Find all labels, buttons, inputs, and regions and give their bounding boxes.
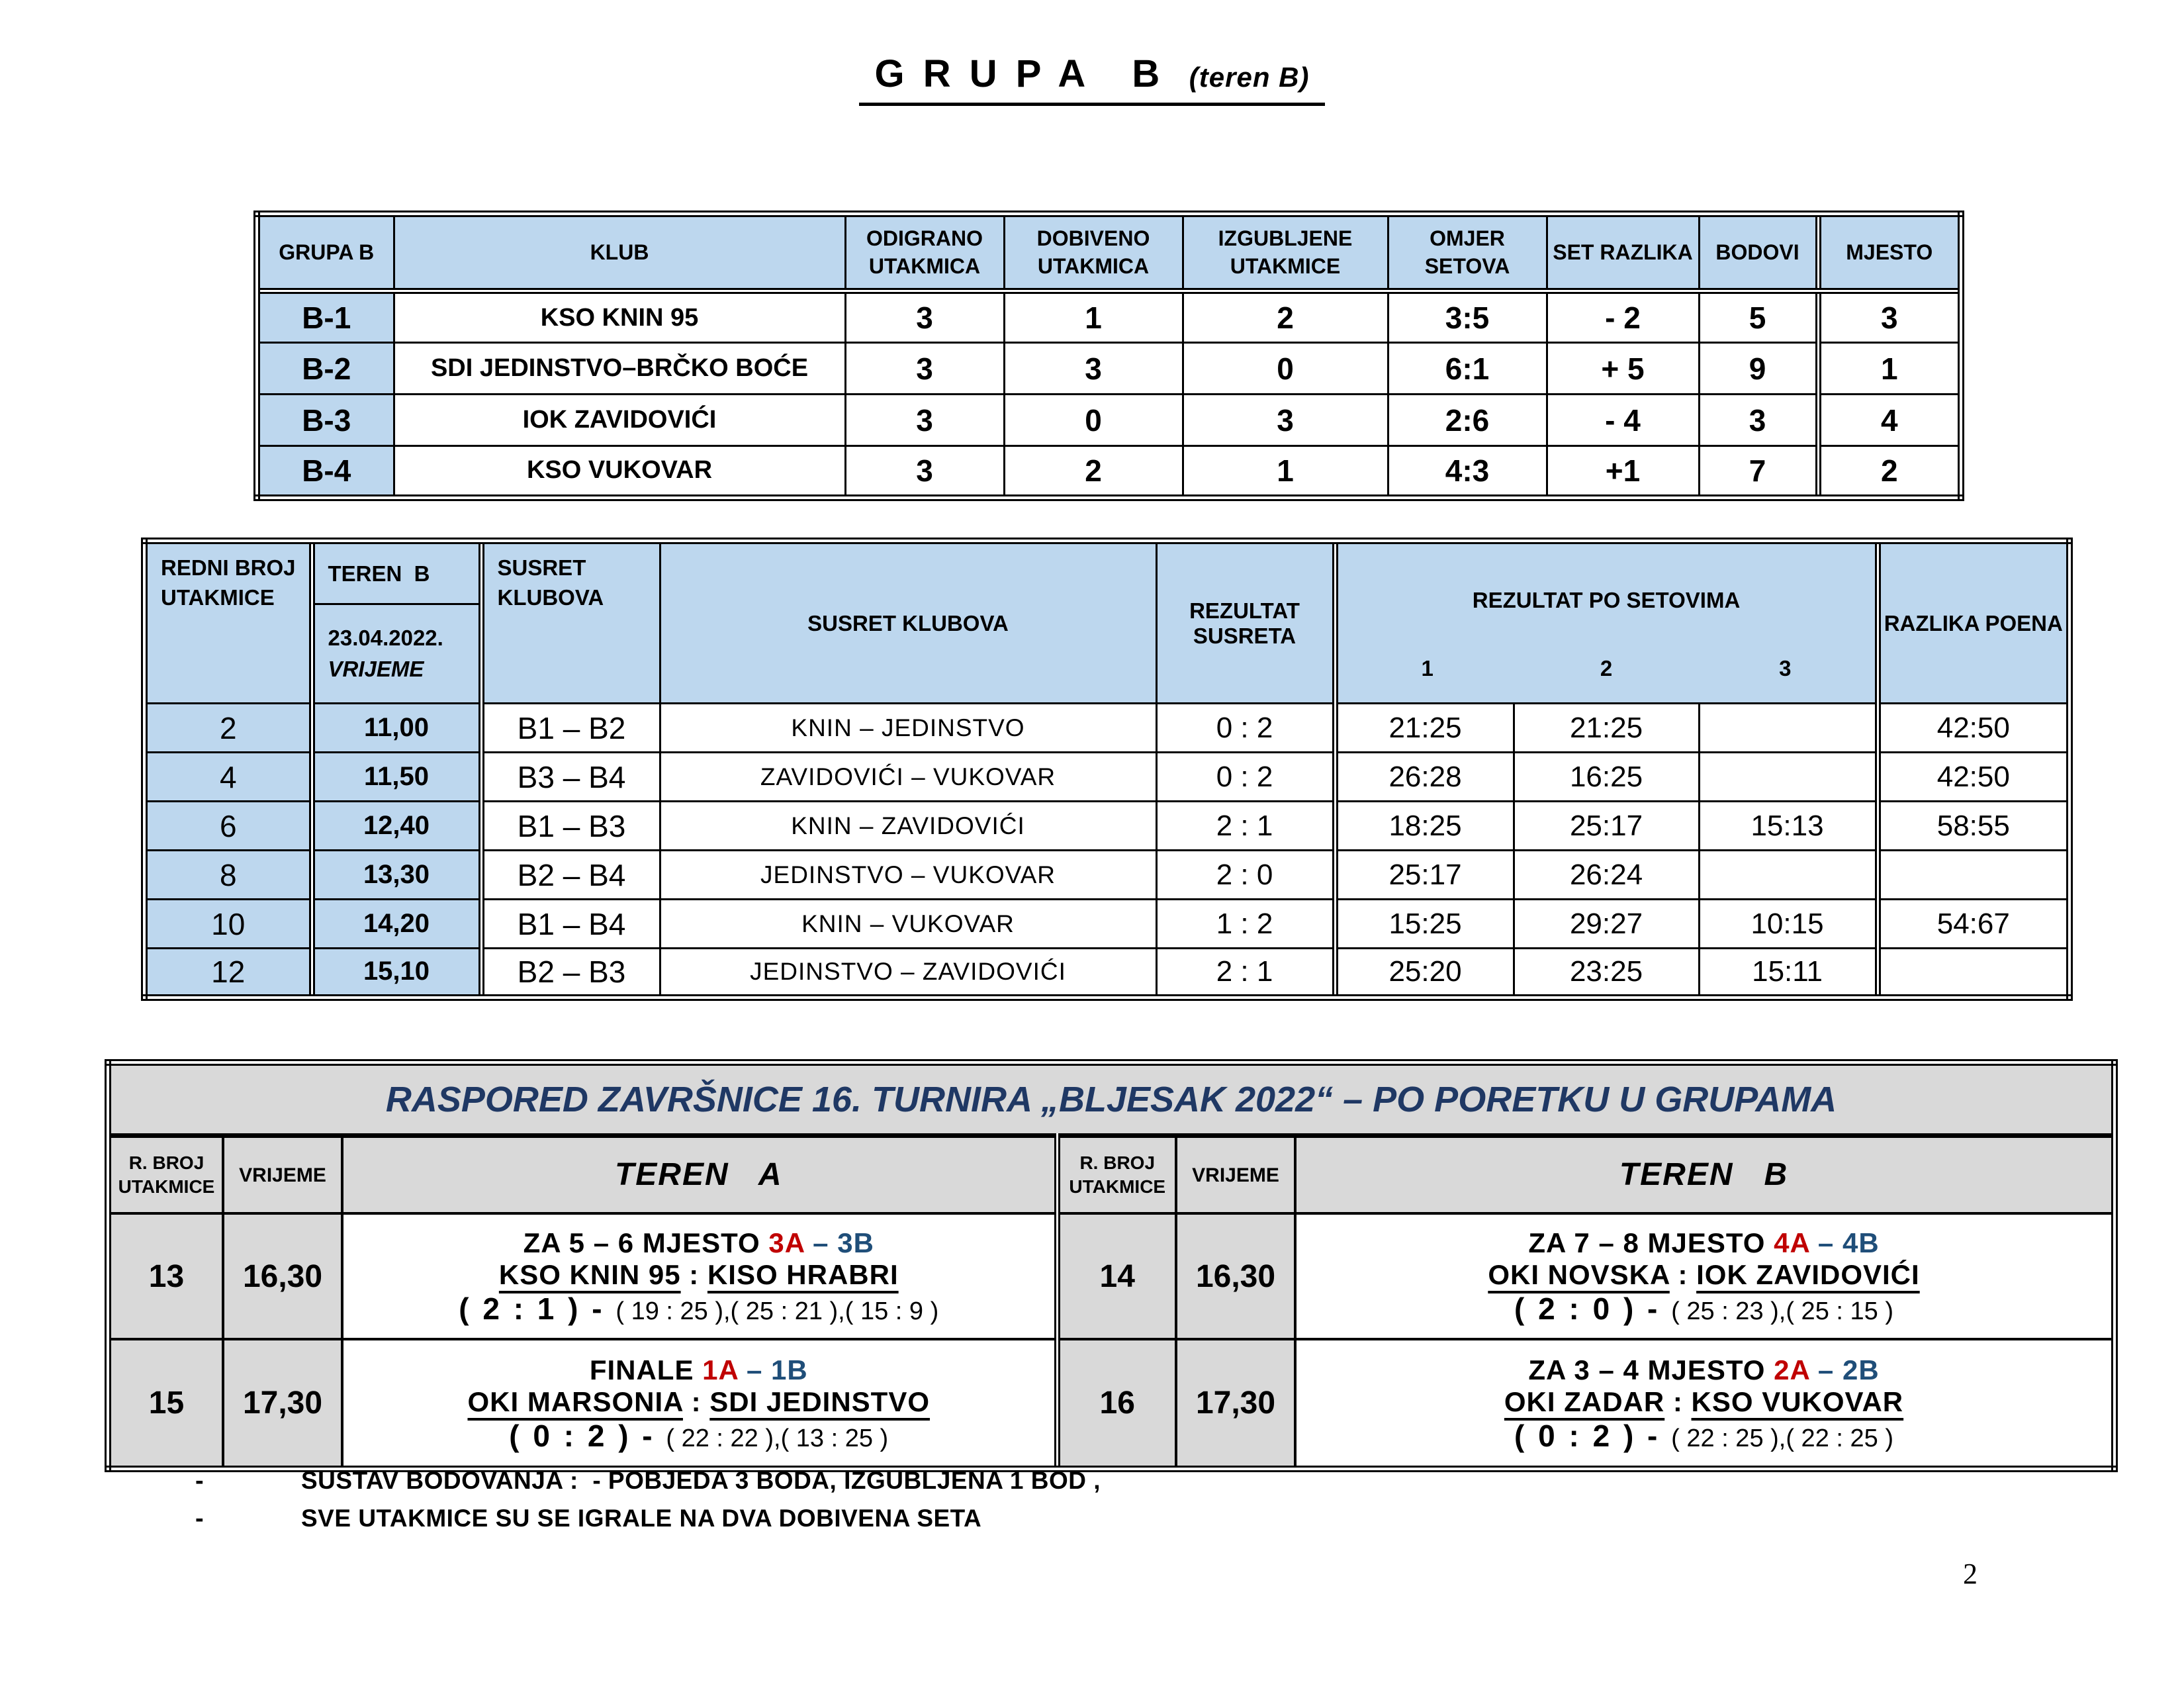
place: 2 bbox=[1818, 446, 1961, 498]
clubs-colon: : bbox=[1669, 1259, 1697, 1290]
placement-label: ZA 5 – 6 MJESTO bbox=[523, 1227, 769, 1258]
final-match-score-line bbox=[1303, 1418, 2105, 1454]
set-3-score: 15:11 bbox=[1699, 949, 1878, 998]
standings-header-row bbox=[257, 214, 1961, 291]
lost: 3 bbox=[1183, 395, 1388, 446]
match-time: 11,00 bbox=[312, 704, 481, 753]
set-diff: - 2 bbox=[1547, 291, 1699, 343]
list-item bbox=[0, 1505, 1456, 1533]
match-pair: B2 – B3 bbox=[481, 949, 660, 998]
match-sets: ( 19 : 25 ),( 25 : 21 ),( 15 : 9 ) bbox=[615, 1297, 939, 1325]
match-clubs: JEDINSTVO – VUKOVAR bbox=[660, 851, 1156, 900]
club-name: KSO VUKOVAR bbox=[1691, 1385, 1904, 1417]
final-match-no: 13 bbox=[108, 1213, 223, 1339]
set-3-score bbox=[1699, 753, 1878, 802]
table-row bbox=[108, 1339, 2115, 1469]
match-time: 11,50 bbox=[312, 753, 481, 802]
table-row bbox=[108, 1213, 2115, 1339]
match-no: 6 bbox=[144, 802, 312, 851]
set-1-score: 15:25 bbox=[1335, 900, 1514, 949]
final-match-clubs-line bbox=[1303, 1386, 2105, 1418]
placement-dash: – bbox=[804, 1227, 838, 1258]
header-time-a: VRIJEME bbox=[223, 1136, 342, 1214]
header-teren-b: TEREN B bbox=[1295, 1136, 2115, 1214]
final-match-time: 17,30 bbox=[223, 1339, 342, 1469]
standings-table bbox=[253, 211, 1964, 501]
match-clubs: ZAVIDOVIĆI – VUKOVAR bbox=[660, 753, 1156, 802]
placement-code-a: 4A bbox=[1774, 1227, 1810, 1258]
footer-notes bbox=[0, 1467, 1456, 1542]
match-result: 2 : 0 bbox=[1156, 851, 1335, 900]
set-2-label: 2 bbox=[1600, 656, 1613, 680]
set-1-score: 25:20 bbox=[1335, 949, 1514, 998]
match-pair: B2 – B4 bbox=[481, 851, 660, 900]
match-clubs: KNIN – JEDINSTVO bbox=[660, 704, 1156, 753]
club-name: SDI JEDINSTVO bbox=[709, 1385, 931, 1417]
final-match-teren-b bbox=[1295, 1339, 2115, 1469]
team-code: B-2 bbox=[257, 343, 394, 395]
match-time: 13,30 bbox=[312, 851, 481, 900]
final-match-score-line bbox=[1303, 1291, 2105, 1327]
list-item bbox=[0, 1467, 1456, 1495]
final-match-time: 17,30 bbox=[1176, 1339, 1295, 1469]
header-time-label: VRIJEME bbox=[328, 656, 424, 681]
set-ratio: 3:5 bbox=[1388, 291, 1547, 343]
header-time-b: VRIJEME bbox=[1176, 1136, 1295, 1214]
set-ratio: 4:3 bbox=[1388, 446, 1547, 498]
points-diff bbox=[1878, 851, 2070, 900]
points-diff: 42:50 bbox=[1878, 704, 2070, 753]
points: 5 bbox=[1699, 291, 1818, 343]
match-time: 14,20 bbox=[312, 900, 481, 949]
page-title-underline bbox=[859, 52, 1326, 106]
set-1-score: 25:17 bbox=[1335, 851, 1514, 900]
header-omjer: OMJER SETOVA bbox=[1388, 214, 1547, 291]
match-pair: B1 – B4 bbox=[481, 900, 660, 949]
match-result: 2 : 1 bbox=[1156, 949, 1335, 998]
final-match-no: 15 bbox=[108, 1339, 223, 1469]
set-1-label: 1 bbox=[1421, 656, 1433, 680]
set-diff: + 5 bbox=[1547, 343, 1699, 395]
match-result: 0 : 2 bbox=[1156, 704, 1335, 753]
match-pair: B1 – B2 bbox=[481, 704, 660, 753]
header-bodovi: BODOVI bbox=[1699, 214, 1818, 291]
match-clubs: KNIN – ZAVIDOVIĆI bbox=[660, 802, 1156, 851]
lost: 2 bbox=[1183, 291, 1388, 343]
clubs-colon: : bbox=[680, 1259, 707, 1290]
header-izgubljene: IZGUBLJENE UTAKMICE bbox=[1183, 214, 1388, 291]
club-name: KSO KNIN 95 bbox=[498, 1259, 681, 1290]
match-no: 2 bbox=[144, 704, 312, 753]
placement-code-a: 3A bbox=[768, 1227, 805, 1258]
won: 3 bbox=[1004, 343, 1183, 395]
match-sets: ( 25 : 23 ),( 25 : 15 ) bbox=[1671, 1297, 1893, 1325]
group-title: G R U P A B bbox=[874, 52, 1164, 95]
finals-header-row bbox=[108, 1136, 2115, 1214]
points: 7 bbox=[1699, 446, 1818, 498]
match-result: 2 : 1 bbox=[1156, 802, 1335, 851]
final-match-teren-b bbox=[1295, 1213, 2115, 1339]
table-row bbox=[257, 291, 1961, 343]
match-clubs: KNIN – VUKOVAR bbox=[660, 900, 1156, 949]
set-2-score: 26:24 bbox=[1514, 851, 1699, 900]
place: 1 bbox=[1818, 343, 1961, 395]
match-result: 1 : 2 bbox=[1156, 900, 1335, 949]
header-set-razlika: SET RAZLIKA bbox=[1547, 214, 1699, 291]
set-2-score: 29:27 bbox=[1514, 900, 1699, 949]
set-2-score: 16:25 bbox=[1514, 753, 1699, 802]
placement-code-a: 2A bbox=[1774, 1354, 1810, 1385]
played: 3 bbox=[845, 291, 1004, 343]
set-diff: - 4 bbox=[1547, 395, 1699, 446]
club-name: KISO HRABRI bbox=[707, 1259, 899, 1290]
final-match-teren-a bbox=[342, 1213, 1057, 1339]
won: 2 bbox=[1004, 446, 1183, 498]
club-name: OKI MARSONIA bbox=[467, 1385, 683, 1417]
lost: 1 bbox=[1183, 446, 1388, 498]
club-name: OKI NOVSKA bbox=[1488, 1259, 1670, 1290]
match-score: ( 0 : 2 ) - bbox=[1514, 1418, 1672, 1453]
final-match-teren-a bbox=[342, 1339, 1057, 1469]
final-match-no: 16 bbox=[1057, 1339, 1176, 1469]
set-3-score bbox=[1699, 704, 1878, 753]
placement-code-a: 1A bbox=[702, 1354, 739, 1385]
won: 1 bbox=[1004, 291, 1183, 343]
set-1-score: 21:25 bbox=[1335, 704, 1514, 753]
match-no: 8 bbox=[144, 851, 312, 900]
table-row bbox=[144, 949, 2070, 998]
set-3-score: 10:15 bbox=[1699, 900, 1878, 949]
header-date: 23.04.2022. bbox=[328, 626, 443, 651]
set-3-label: 3 bbox=[1779, 656, 1792, 680]
group-title-suffix: (teren B) bbox=[1189, 62, 1310, 93]
match-sets: ( 22 : 25 ),( 22 : 25 ) bbox=[1671, 1424, 1893, 1452]
set-diff: +1 bbox=[1547, 446, 1699, 498]
header-date-time bbox=[315, 605, 478, 702]
placement-label: FINALE bbox=[589, 1354, 703, 1385]
match-clubs: JEDINSTVO – ZAVIDOVIĆI bbox=[660, 949, 1156, 998]
note-text: SUSTAV BODOVANJA : - POBJEDA 3 BODA, IZGUBLJENA 1 BOD , bbox=[301, 1467, 1101, 1494]
header-mjesto: MJESTO bbox=[1818, 214, 1961, 291]
matches-table bbox=[141, 538, 2073, 1001]
set-2-score: 23:25 bbox=[1514, 949, 1699, 998]
set-1-score: 18:25 bbox=[1335, 802, 1514, 851]
table-row bbox=[257, 446, 1961, 498]
placement-dash: – bbox=[738, 1354, 771, 1385]
header-teren-a: TEREN A bbox=[342, 1136, 1057, 1214]
clubs-colon: : bbox=[1664, 1385, 1692, 1417]
points-diff: 58:55 bbox=[1878, 802, 2070, 851]
table-row bbox=[257, 343, 1961, 395]
match-result: 0 : 2 bbox=[1156, 753, 1335, 802]
match-no: 4 bbox=[144, 753, 312, 802]
header-odigrano: ODIGRANO UTAKMICA bbox=[845, 214, 1004, 291]
club-name: IOK ZAVIDOVIĆI bbox=[1696, 1259, 1920, 1290]
final-match-score-line bbox=[350, 1291, 1048, 1327]
placement-label: ZA 7 – 8 MJESTO bbox=[1528, 1227, 1774, 1258]
match-score: ( 2 : 1 ) - bbox=[459, 1291, 616, 1326]
match-pair: B3 – B4 bbox=[481, 753, 660, 802]
header-sets-title: REZULTAT PO SETOVIMA bbox=[1472, 587, 1741, 612]
final-match-label-line bbox=[1303, 1227, 2105, 1259]
match-score: ( 0 : 2 ) - bbox=[509, 1418, 666, 1453]
header-result: REZULTAT SUSRETA bbox=[1156, 541, 1335, 704]
finals-table bbox=[105, 1059, 2118, 1472]
team-code: B-3 bbox=[257, 395, 394, 446]
club-name: KSO KNIN 95 bbox=[394, 291, 845, 343]
matches-header-row bbox=[144, 541, 2070, 704]
match-time: 12,40 bbox=[312, 802, 481, 851]
final-match-score-line bbox=[350, 1418, 1048, 1454]
final-match-clubs-line bbox=[350, 1259, 1048, 1291]
final-match-no: 14 bbox=[1057, 1213, 1176, 1339]
header-pairing: SUSRET KLUBOVA bbox=[481, 541, 660, 704]
team-code: B-4 bbox=[257, 446, 394, 498]
header-klub: KLUB bbox=[394, 214, 845, 291]
table-row bbox=[257, 395, 1961, 446]
header-match-no: REDNI BROJ UTAKMICE bbox=[144, 541, 312, 704]
placement-dash: – bbox=[1809, 1227, 1843, 1258]
finals-title: RASPORED ZAVRŠNICE 16. TURNIRA „BLJESAK 2022“ – PO PORETKU U GRUPAMA bbox=[108, 1062, 2115, 1136]
final-match-time: 16,30 bbox=[1176, 1213, 1295, 1339]
header-dobiveno: DOBIVENO UTAKMICA bbox=[1004, 214, 1183, 291]
set-ratio: 2:6 bbox=[1388, 395, 1547, 446]
page-title bbox=[0, 52, 2184, 106]
placement-code-b: 3B bbox=[837, 1227, 874, 1258]
note-text: SVE UTAKMICE SU SE IGRALE NA DVA DOBIVENA SETA bbox=[301, 1505, 982, 1532]
club-name: IOK ZAVIDOVIĆI bbox=[394, 395, 845, 446]
match-time: 15,10 bbox=[312, 949, 481, 998]
match-no: 10 bbox=[144, 900, 312, 949]
table-row bbox=[144, 704, 2070, 753]
header-teren: TEREN B bbox=[315, 544, 478, 605]
page-number: 2 bbox=[1963, 1558, 1978, 1590]
placement-code-b: 2B bbox=[1842, 1354, 1880, 1385]
header-sets-group bbox=[1335, 541, 1878, 704]
place: 4 bbox=[1818, 395, 1961, 446]
final-match-label-line bbox=[350, 1227, 1048, 1259]
match-no: 12 bbox=[144, 949, 312, 998]
lost: 0 bbox=[1183, 343, 1388, 395]
header-match-no-b: R. BROJ UTAKMICE bbox=[1057, 1136, 1176, 1214]
set-3-score bbox=[1699, 851, 1878, 900]
placement-dash: – bbox=[1809, 1354, 1843, 1385]
points-diff: 54:67 bbox=[1878, 900, 2070, 949]
match-score: ( 2 : 0 ) - bbox=[1514, 1291, 1672, 1326]
set-2-score: 21:25 bbox=[1514, 704, 1699, 753]
points-diff bbox=[1878, 949, 2070, 998]
points: 3 bbox=[1699, 395, 1818, 446]
points-diff: 42:50 bbox=[1878, 753, 2070, 802]
won: 0 bbox=[1004, 395, 1183, 446]
bullet-dash: - bbox=[195, 1467, 204, 1495]
header-points-diff: RAZLIKA POENA bbox=[1878, 541, 2070, 704]
bullet-dash: - bbox=[195, 1505, 204, 1532]
header-clubs: SUSRET KLUBOVA bbox=[660, 541, 1156, 704]
table-row bbox=[144, 753, 2070, 802]
played: 3 bbox=[845, 343, 1004, 395]
set-2-score: 25:17 bbox=[1514, 802, 1699, 851]
match-sets: ( 22 : 22 ),( 13 : 25 ) bbox=[666, 1424, 889, 1452]
match-pair: B1 – B3 bbox=[481, 802, 660, 851]
table-row bbox=[144, 851, 2070, 900]
final-match-time: 16,30 bbox=[223, 1213, 342, 1339]
placement-code-b: 1B bbox=[770, 1354, 808, 1385]
header-set-numbers bbox=[1338, 656, 1875, 702]
final-match-clubs-line bbox=[350, 1386, 1048, 1418]
set-1-score: 26:28 bbox=[1335, 753, 1514, 802]
table-row bbox=[144, 900, 2070, 949]
place: 3 bbox=[1818, 291, 1961, 343]
points: 9 bbox=[1699, 343, 1818, 395]
set-3-score: 15:13 bbox=[1699, 802, 1878, 851]
played: 3 bbox=[845, 446, 1004, 498]
final-match-label-line bbox=[350, 1354, 1048, 1386]
final-match-clubs-line bbox=[1303, 1259, 2105, 1291]
header-match-no-a: R. BROJ UTAKMICE bbox=[108, 1136, 223, 1214]
header-grupa-b: GRUPA B bbox=[257, 214, 394, 291]
played: 3 bbox=[845, 395, 1004, 446]
club-name: KSO VUKOVAR bbox=[394, 446, 845, 498]
table-row bbox=[144, 802, 2070, 851]
club-name: SDI JEDINSTVO–BRČKO BOĆE bbox=[394, 343, 845, 395]
team-code: B-1 bbox=[257, 291, 394, 343]
placement-label: ZA 3 – 4 MJESTO bbox=[1528, 1354, 1774, 1385]
placement-code-b: 4B bbox=[1842, 1227, 1880, 1258]
clubs-colon: : bbox=[682, 1385, 710, 1417]
final-match-label-line bbox=[1303, 1354, 2105, 1386]
header-teren-vrijeme bbox=[312, 541, 481, 704]
set-ratio: 6:1 bbox=[1388, 343, 1547, 395]
finals-title-row bbox=[108, 1062, 2115, 1136]
club-name: OKI ZADAR bbox=[1504, 1385, 1665, 1417]
